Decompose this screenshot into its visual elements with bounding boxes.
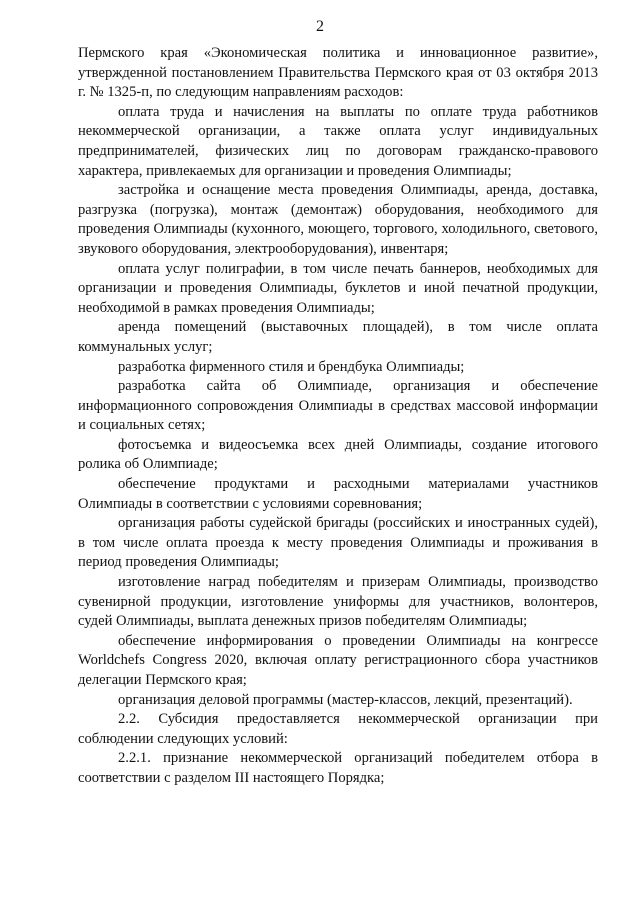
paragraph: организация работы судейской бригады (российских и иностранных судей), в том числе оплата проезда к месту проведения Олимпиады и проживания в период проведения Олимпиады; <box>78 515 598 571</box>
paragraph: разработка фирменного стиля и брендбука Олимпиады; <box>118 358 465 375</box>
paragraph: фотосъемка и видеосъемка всех дней Олимпиады, создание итогового ролика об Олимпиаде; <box>78 436 598 473</box>
paragraph: разработка сайта об Олимпиаде, организация и обеспечение информационного сопровождения Олимпиады в средствах массовой информации и социальных сетях; <box>78 378 598 434</box>
paragraph: застройка и оснащение места проведения Олимпиады, аренда, доставка, разгрузка (погрузка), монтаж (демонтаж) оборудования, необходимого для проведения Олимпиады (кухонного, моющего, торгового, холодильного, светового, звукового оборудования, электрооборудования), инвентаря; <box>78 182 598 257</box>
paragraph: 2.2. Субсидия предоставляется некоммерческой организации при соблюдении следующих условий: <box>78 711 598 747</box>
paragraph: Пермского края «Экономическая политика и инновационное развитие», утвержденной постановлением Правительства Пермского края от 03 октября 2013 г. № 1325-п, по следующим направлениям расходов: <box>78 45 598 101</box>
paragraph: аренда помещений (выставочных площадей), в том числе оплата коммунальных услуг; <box>78 319 598 355</box>
paragraph: оплата услуг полиграфии, в том числе печать баннеров, необходимых для организации и проведения Олимпиады, буклетов и иной печатной продукции, необходимой в рамках проведения Олимпиады; <box>78 260 598 316</box>
paragraph: 2.2.1. признание некоммерческой организаций победителем отбора в соответствии с разделом III настоящего Порядка; <box>78 750 598 786</box>
paragraph: обеспечение продуктами и расходными материалами участников Олимпиады в соответствии с условиями соревнования; <box>78 476 598 512</box>
paragraph: обеспечение информирования о проведении Олимпиады на конгрессе Worldchefs Congress 2020, включая оплату регистрационного сбора участников делегации Пермского края; <box>78 632 598 688</box>
paragraph: оплата труда и начисления на выплаты по оплате труда работников некоммерческой организации, а также оплата услуг индивидуальных предпринимателей, физических лиц по договорам гражданско-правового характера, привлекаемых для организации и проведения Олимпиады; <box>78 103 598 179</box>
document-body <box>78 44 598 789</box>
paragraph: изготовление наград победителям и призерам Олимпиады, производство сувенирной продукции, изготовление униформы для участников, волонтеров, судей Олимпиады, выплата денежных призов победителям Олимпиады; <box>78 574 598 630</box>
page-number: 2 <box>316 18 324 35</box>
paragraph: организация деловой программы (мастер-классов, лекций, презентаций). <box>118 691 573 708</box>
